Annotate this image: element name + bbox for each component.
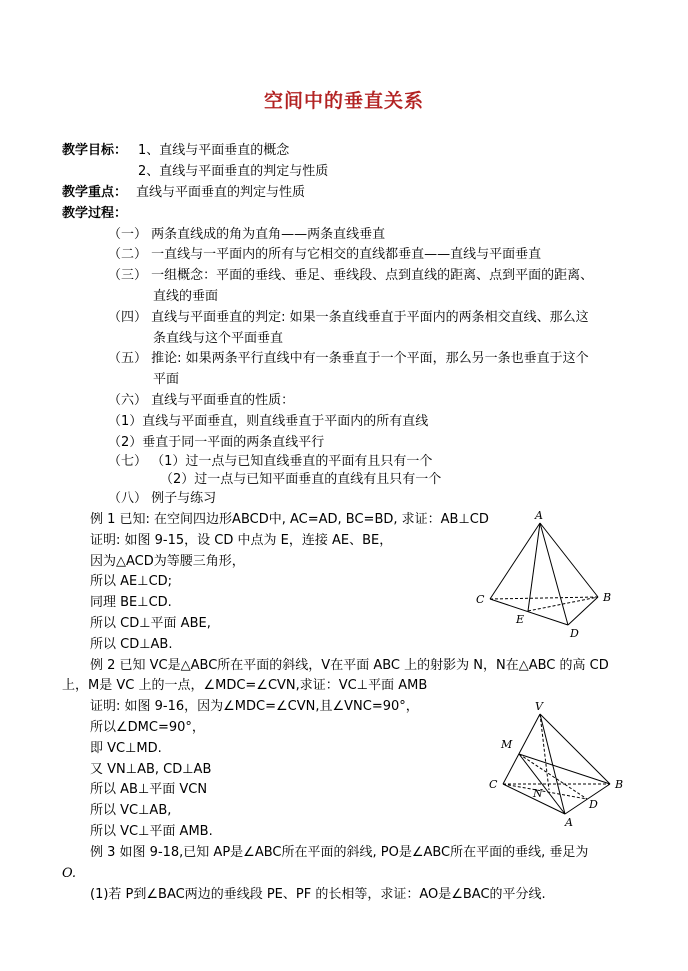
- example-1-proof-line: 所以 CD⊥AB.: [90, 637, 173, 652]
- fig2-label-a: A: [565, 816, 573, 829]
- section-7-item-2: （2）过一点与已知平面垂直的直线有且只有一个: [160, 472, 442, 487]
- goal-item-2: 2、直线与平面垂直的判定与性质: [138, 164, 329, 179]
- fig2-label-d: D: [589, 798, 598, 811]
- key-label: 教学重点：: [62, 185, 128, 200]
- fig2-label-n: N: [533, 787, 543, 800]
- example-2-statement: 例 2 已知 VC是△ABC所在平面的斜线，V在平面 ABC 上的射影为 N，N在△ABC 的高 CD: [90, 658, 609, 673]
- fig1-label-d: D: [570, 627, 579, 640]
- figure-9-15-tetrahedron: [470, 505, 630, 645]
- section-5-line-2: 平面: [153, 372, 180, 387]
- example-3-question-1: (1)若 P到∠BAC两边的垂线段 PE、PF 的长相等，求证：AO是∠BAC的平分线.: [90, 887, 546, 902]
- process-label: 教学过程：: [62, 206, 128, 221]
- fig2-label-v: V: [535, 700, 543, 713]
- example-1-proof-line: 证明: 如图 9-15，设 CD 中点为 E，连接 AE、BE，: [90, 533, 393, 548]
- example-2-statement-cont: 上，M是 VC 上的一点，∠MDC=∠CVN,求证：VC⊥平面 AMB: [62, 678, 428, 693]
- fig1-label-e: E: [516, 613, 525, 626]
- fig2-label-c: C: [489, 778, 498, 791]
- section-3-line-1: （三） 一组概念：平面的垂线、垂足、垂线段、点到直线的距离、点到平面的距离、: [108, 268, 594, 283]
- section-2: （二） 一直线与一平面内的所有与它相交的直线都垂直——直线与平面垂直: [108, 247, 542, 262]
- example-2-proof-line: 即 VC⊥MD.: [90, 741, 162, 756]
- fig1-label-a: A: [535, 509, 543, 522]
- example-1-proof-line: 所以 CD⊥平面 ABE,: [90, 616, 211, 631]
- section-1: （一） 两条直线成的角为直角——两条直线垂直: [108, 227, 386, 242]
- section-8: （八） 例子与练习: [108, 491, 217, 506]
- example-2-proof-line: 所以 VC⊥AB,: [90, 803, 172, 818]
- example-1-proof-line: 所以 AE⊥CD;: [90, 574, 173, 589]
- example-2-proof-line: 所以 AB⊥平面 VCN: [90, 782, 208, 797]
- section-4-line-2: 条直线与这个平面垂直: [153, 331, 284, 346]
- section-7-item-1: （七） （1）过一点与已知直线垂直的平面有且只有一个: [108, 454, 433, 469]
- section-6-item-1: （1）直线与平面垂直，则直线垂直于平面内的所有直线: [108, 414, 429, 429]
- fig1-label-c: C: [476, 593, 485, 606]
- section-6-item-2: （2）垂直于同一平面的两条直线平行: [108, 435, 325, 450]
- example-2-proof-line: 证明: 如图 9-16，因为∠MDC=∠CVN,且∠VNC=90°，: [90, 699, 419, 714]
- section-6: （六） 直线与平面垂直的性质：: [108, 393, 295, 408]
- key-text: 直线与平面垂直的判定与性质: [136, 185, 306, 200]
- fig2-label-m: M: [501, 738, 513, 751]
- figure-9-16-pyramid: [485, 698, 635, 833]
- section-4-line-1: （四） 直线与平面垂直的判定: 如果一条直线垂直于平面内的两条相交直线、那么这: [108, 310, 589, 325]
- example-1-proof-line: 因为△ACD为等腰三角形，: [90, 554, 245, 569]
- example-3-statement-cont: O.: [62, 866, 77, 881]
- example-2-proof-line: 所以 VC⊥平面 AMB.: [90, 824, 213, 839]
- example-3-statement: 例 3 如图 9-18,已知 AP是∠ABC所在平面的斜线, PO是∠ABC所在平面的垂线, 垂足为: [90, 845, 589, 860]
- section-3-line-2: 直线的垂面: [153, 289, 219, 304]
- example-2-proof-line: 所以∠DMC=90°，: [90, 720, 205, 735]
- section-5-line-1: （五） 推论: 如果两条平行直线中有一条垂直于一个平面，那么另一条也垂直于这个: [108, 351, 589, 366]
- fig1-label-b: B: [603, 591, 612, 604]
- example-1-statement: 例 1 已知: 在空间四边形ABCD中, AC=AD, BC=BD, 求证：AB⊥CD: [90, 512, 489, 527]
- goal-label: 教学目标：: [62, 143, 128, 158]
- page-title: 空间中的垂直关系: [263, 90, 424, 112]
- goal-item-1: 1、直线与平面垂直的概念: [138, 143, 290, 158]
- fig2-label-b: B: [615, 778, 624, 791]
- example-2-proof-line: 又 VN⊥AB, CD⊥AB: [90, 762, 212, 777]
- example-1-proof-line: 同理 BE⊥CD.: [90, 595, 172, 610]
